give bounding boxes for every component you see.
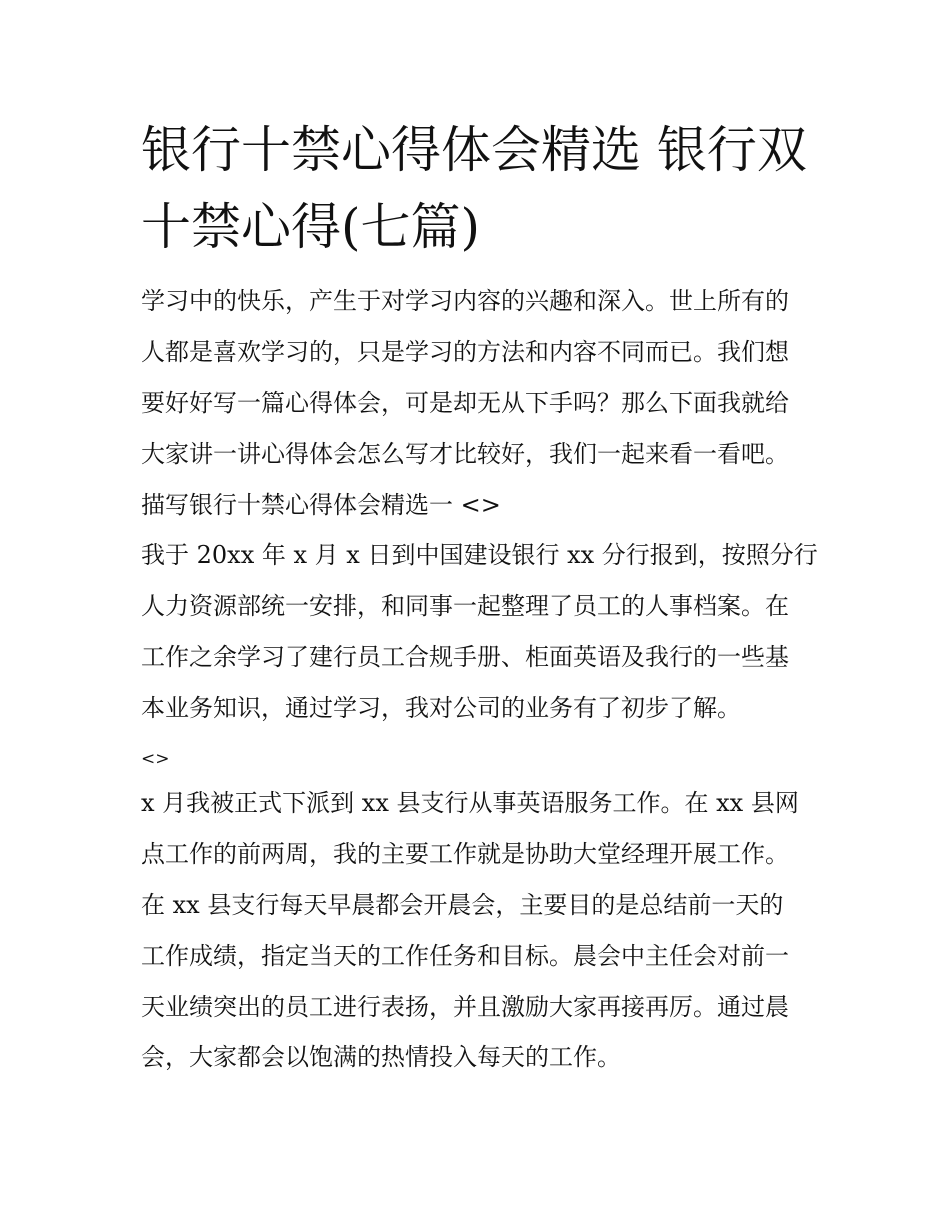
paragraph-1-line-4: 本业务知识，通过学习，我对公司的业务有了初步了解。	[141, 694, 741, 723]
intro-line-4: 大家讲一讲心得体会怎么写才比较好，我们一起来看一看吧。	[141, 439, 789, 468]
separator-marker: <>	[141, 749, 170, 770]
paragraph-2-line-1: x 月我被正式下派到 xx 县支行从事英语服务工作。在 xx 县网	[141, 789, 799, 818]
title-line-2: 十禁心得(七篇)	[141, 198, 481, 256]
paragraph-2-line-4: 工作成绩，指定当天的工作任务和目标。晨会中主任会对前一	[141, 941, 789, 970]
paragraph-2-line-3: 在 xx 县支行每天早晨都会开晨会，主要目的是总结前一天的	[141, 890, 784, 919]
document-title	[141, 112, 821, 266]
paragraph-2-line-6: 会，大家都会以饱满的热情投入每天的工作。	[141, 1043, 621, 1072]
paragraph-1-line-1: 我于 20xx 年 x 月 x 日到中国建设银行 xx 分行报到，按照分行	[141, 541, 818, 570]
intro-line-2: 人都是喜欢学习的，只是学习的方法和内容不同而已。我们想	[141, 337, 789, 366]
intro-line-3: 要好好写一篇心得体会，可是却无从下手吗？那么下面我就给	[141, 388, 789, 417]
paragraph-1-line-2: 人力资源部统一安排，和同事一起整理了员工的人事档案。在	[141, 592, 789, 621]
intro-line-1: 学习中的快乐，产生于对学习内容的兴趣和深入。世上所有的	[141, 287, 789, 315]
paragraph-2-line-2: 点工作的前两周，我的主要工作就是协助大堂经理开展工作。	[141, 839, 789, 868]
paragraph-1-line-3: 工作之余学习了建行员工合规手册、柜面英语及我行的一些基	[141, 643, 789, 672]
document-body	[141, 281, 821, 1088]
section-heading-1: 描写银行十禁心得体会精选一 <>	[141, 490, 501, 519]
paragraph-2-line-5: 天业绩突出的员工进行表扬，并且激励大家再接再厉。通过晨	[141, 992, 789, 1021]
title-line-1: 银行十禁心得体会精选 银行双	[141, 121, 807, 179]
